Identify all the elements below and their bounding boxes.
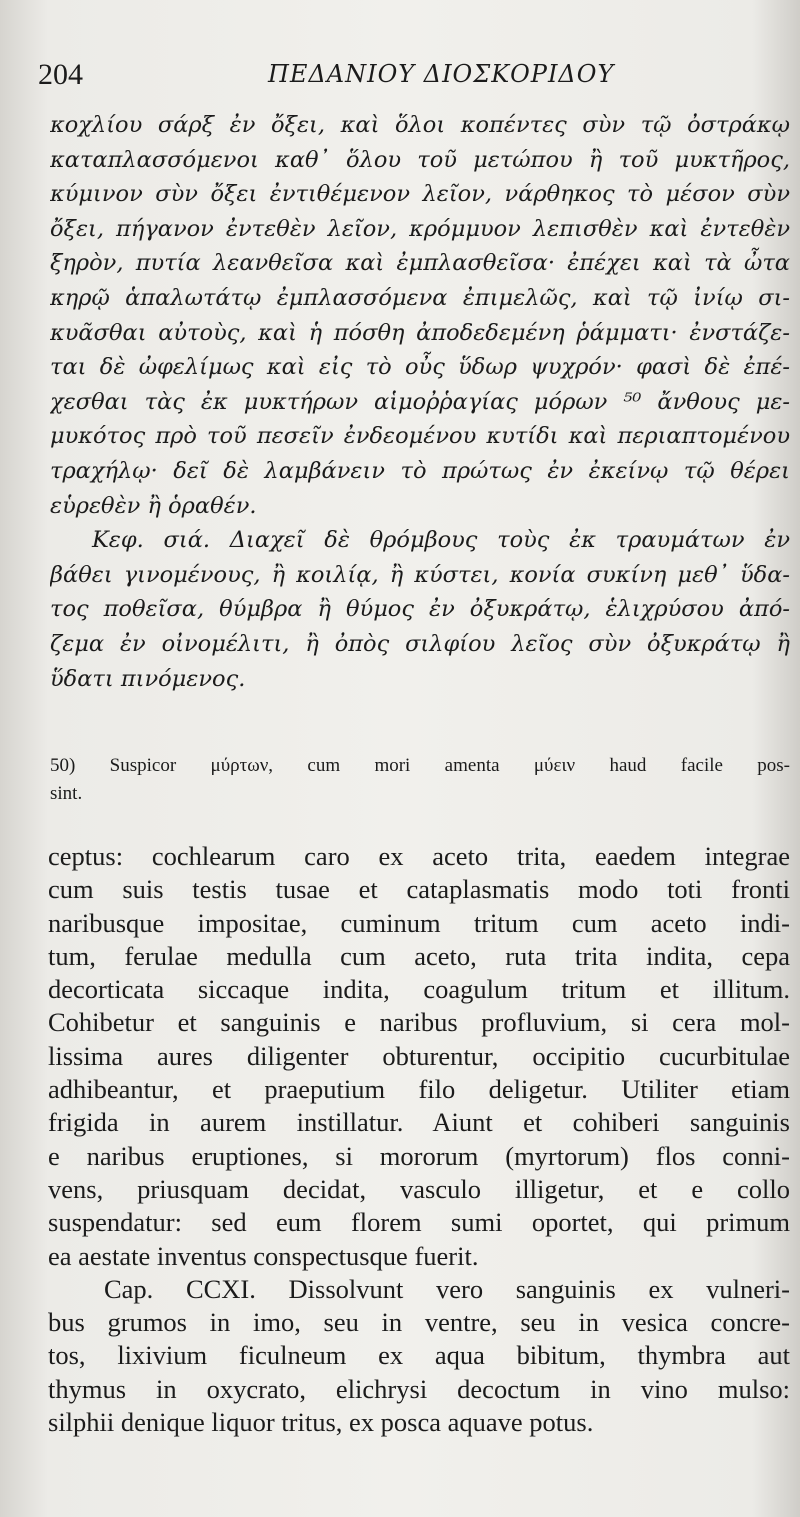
- latin-line: ea aestate inventus conspectusque fuerit.: [48, 1240, 479, 1271]
- greek-line: ται δὲ ὠφελίμως καὶ εἰς τὸ οὖς ὕδωρ ψυχρόν· φασὶ δὲ ἐπέ-: [50, 354, 790, 381]
- greek-text-block: [50, 108, 790, 696]
- latin-line: ceptus: cochlearum caro ex aceto trita, eaedem integrae: [48, 841, 790, 871]
- latin-line: tum, ferulae medulla cum aceto, ruta trita indita, cepa: [48, 940, 790, 971]
- latin-line: thymus in oxycrato, elichrysi decoctum in vino mulso:: [48, 1373, 790, 1404]
- greek-line: τος ποθεῖσα, θύμβρα ἢ θύμος ἐν ὀξυκράτῳ, ἑλιχρύσου ἀπό-: [50, 596, 790, 623]
- latin-line: frigida in aurem instillatur. Aiunt et cohiberi sanguinis: [48, 1107, 790, 1138]
- greek-line: βάθει γινομένους, ἢ κοιλίᾳ, ἢ κύστει, κονία συκίνη μεθ᾽ ὕδα-: [50, 561, 790, 588]
- latin-line: naribusque impositae, cuminum tritum cum aceto indi-: [48, 907, 790, 938]
- greek-line: κύμινον σὺν ὄξει ἐντιθέμενον λεῖον, νάρθηκος τὸ μέσον σὺν: [50, 181, 790, 208]
- latin-line: bus grumos in imo, seu in ventre, seu in vesica concre-: [48, 1307, 790, 1338]
- latin-line: vens, priusquam decidat, vasculo illigetur, et e collo: [48, 1173, 790, 1204]
- greek-line: κοχλίου σάρξ ἐν ὄξει, καὶ ὅλοι κοπέντες σὺν τῷ ὀστράκῳ: [50, 112, 790, 138]
- greek-line: μυκότος πρὸ τοῦ πεσεῖν ἐνδεομένου κυτίδι καὶ περιαπτομένου: [50, 423, 790, 450]
- latin-line: silphii denique liquor tritus, ex posca aquave potus.: [48, 1407, 594, 1438]
- greek-line: ὕδατι πινόμενος.: [50, 665, 246, 692]
- latin-line: decorticata siccaque indita, coagulum tritum et illitum.: [48, 974, 790, 1005]
- latin-line: cum suis testis tusae et cataplasmatis modo toti fronti: [48, 874, 790, 905]
- greek-line: ὄξει, πήγανον ἐντεθὲν λεῖον, κρόμμυον λεπισθὲν καὶ ἐντεθὲν: [50, 215, 790, 242]
- greek-line: καταπλασσόμενοι καθ᾽ ὅλου τοῦ μετώπου ἢ τοῦ μυκτῆρος,: [50, 146, 790, 173]
- greek-line: τραχήλῳ· δεῖ δὲ λαμβάνειν τὸ πρώτως ἐν ἐκείνῳ τῷ θέρει: [50, 457, 790, 484]
- latin-line: tos, lixivium ficulneum ex aqua bibitum, thymbra aut: [48, 1340, 790, 1371]
- greek-line: εὑρεθὲν ἢ ὁραθέν.: [50, 492, 257, 519]
- greek-line: ζεμα ἐν οἰνομέλιτι, ἢ ὀπὸς σιλφίου λεῖος σὺν ὀξυκράτῳ ἢ: [50, 630, 790, 657]
- footnote-line: 50) Suspicor μύρτων, cum mori amenta μύειν haud facile pos-: [50, 755, 790, 776]
- latin-line: lissima aures diligenter obturentur, occipitio cucurbitulae: [48, 1040, 790, 1071]
- greek-line: ξηρὸν, πυτία λεανθεῖσα καὶ ἐμπλασθεῖσα· ἐπέχει καὶ τὰ ὦτα: [50, 250, 790, 277]
- latin-chapter-heading-line: Cap. CCXI. Dissolvunt vero sanguinis ex vulneri-: [104, 1273, 790, 1304]
- latin-line: suspendatur: sed eum florem sumi oportet, qui primum: [48, 1207, 790, 1238]
- greek-chapter-heading-line: Κεφ. σιά. Διαχεῖ δὲ θρόμβους τοὺς ἐκ τραυμάτων ἐν: [92, 527, 790, 554]
- page-number: 204: [38, 58, 83, 91]
- latin-line: e naribus eruptiones, si mororum (myrtorum) flos conni-: [48, 1140, 790, 1171]
- latin-text-block: [48, 840, 790, 1439]
- greek-line: κηρῷ ἁπαλωτάτῳ ἐμπλασσόμενα ἐπιμελῶς, καὶ τῷ ἰνίῳ σι-: [50, 284, 790, 311]
- footnote: [50, 752, 790, 808]
- latin-line: adhibeantur, et praeputium filo deligetur. Utiliter etiam: [48, 1074, 790, 1105]
- greek-line: χεσθαι τὰς ἐκ μυκτήρων αἱμοῤῥαγίας μόρων ⁵⁰ ἄνθους με-: [50, 388, 790, 415]
- footnote-line: sint.: [50, 783, 83, 804]
- greek-line: κυᾶσθαι αὐτοὺς, καὶ ἡ πόσθη ἀποδεδεμένη ῥάμματι· ἐνστάζε-: [50, 319, 790, 346]
- page-header: [38, 58, 762, 98]
- latin-line: Cohibetur et sanguinis e naribus profluvium, si cera mol-: [48, 1007, 790, 1038]
- running-head: ΠΕΔΑΝΙΟΥ ΔΙΟΣΚΟΡΙΔΟΥ: [268, 60, 615, 88]
